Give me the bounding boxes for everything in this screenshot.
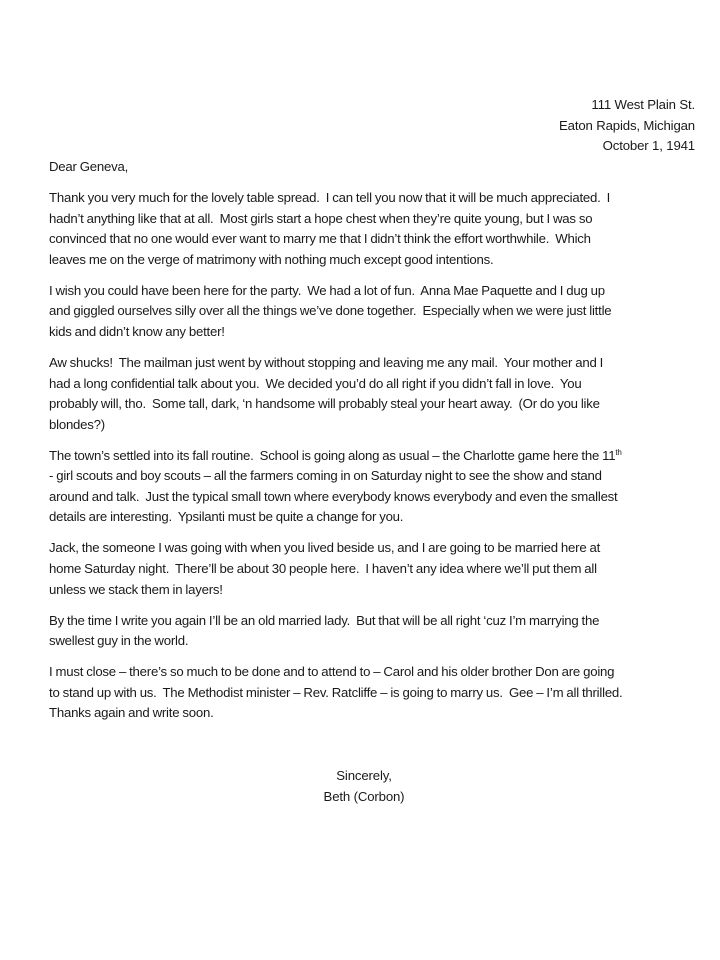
- paragraph-line: to stand up with us. The Methodist minister – Rev. Ratcliffe – is going to marry us. Gee – I’m all thrilled.: [49, 684, 623, 700]
- sender-address: [559, 95, 695, 157]
- closing-phrase: Sincerely,: [336, 768, 392, 783]
- paragraph-line: home Saturday night. There’ll be about 30 people here. I haven’t any idea where we’ll put them all: [49, 561, 597, 577]
- paragraph-line: [49, 446, 709, 467]
- paragraph-line: Aw shucks! The mailman just went by without stopping and leaving me any mail. Your mother and I: [49, 354, 604, 370]
- signature: Beth (Corbon): [323, 788, 405, 804]
- paragraph-line: probably will, tho. Some tall, dark, ‘n handsome will probably steal your heart away. (Or do you like: [49, 396, 600, 412]
- paragraph-line: blondes?): [49, 416, 105, 432]
- paragraph-line: around and talk. Just the typical small town where everybody knows everybody and even the smallest: [49, 488, 618, 504]
- paragraph-line: Thanks again and write soon.: [49, 705, 214, 721]
- paragraph-line: swellest guy in the world.: [49, 633, 189, 649]
- address-street: 111 West Plain St.: [591, 97, 695, 112]
- letter-body: [49, 157, 709, 734]
- paragraph-line: unless we stack them in layers!: [49, 581, 223, 597]
- paragraph-line: I must close – there’s so much to be done and to attend to – Carol and his older brother Don are going: [49, 664, 615, 680]
- paragraph-line: Jack, the someone I was going with when you lived beside us, and I are going to be married here at: [49, 540, 601, 556]
- paragraph-1: [49, 188, 709, 270]
- paragraph-3: [49, 353, 709, 435]
- paragraph-line: details are interesting. Ypsilanti must be quite a change for you.: [49, 509, 404, 525]
- ordinal-superscript: th: [615, 447, 622, 457]
- paragraph-line: kids and didn’t know any better!: [49, 323, 225, 339]
- paragraph-6: [49, 611, 709, 652]
- paragraph-2: [49, 281, 709, 343]
- paragraph-line: I wish you could have been here for the party. We had a lot of fun. Anna Mae Paquette and I dug up: [49, 282, 605, 298]
- paragraph-line: and giggled ourselves silly over all the things we’ve done together. Especially when we were just little: [49, 303, 612, 319]
- address-city: Eaton Rapids, Michigan: [559, 117, 695, 133]
- paragraph-line: Thank you very much for the lovely table spread. I can tell you now that it will be much appreciated. I: [49, 189, 611, 205]
- paragraph-4: [49, 446, 709, 528]
- paragraph-5: [49, 538, 709, 600]
- paragraph-7: [49, 662, 709, 724]
- paragraph-line: - girl scouts and boy scouts – all the farmers coming in on Saturday night to see the show and stand: [49, 468, 602, 484]
- salutation: Dear Geneva,: [49, 159, 129, 174]
- paragraph-line: hadn’t anything like that at all. Most girls start a hope chest when they’re quite young, but I was so: [49, 210, 593, 226]
- paragraph-line: had a long confidential talk about you. We decided you’d do all right if you didn’t fall in love. You: [49, 375, 582, 391]
- paragraph-line: leaves me on the verge of matrimony with nothing much except good intentions.: [49, 251, 494, 267]
- paragraph-line: By the time I write you again I’ll be an old married lady. But that will be all right ‘cuz I’m marrying the: [49, 612, 600, 628]
- paragraph-line: convinced that no one would ever want to marry me that I didn’t think the effort worthwhile. Which: [49, 231, 591, 247]
- letter-closing: [0, 766, 720, 807]
- paragraph-line-text: The town’s settled into its fall routine. School is going along as usual – the Charlotte game here the 11: [49, 447, 616, 463]
- letter-date: October 1, 1941: [602, 138, 695, 154]
